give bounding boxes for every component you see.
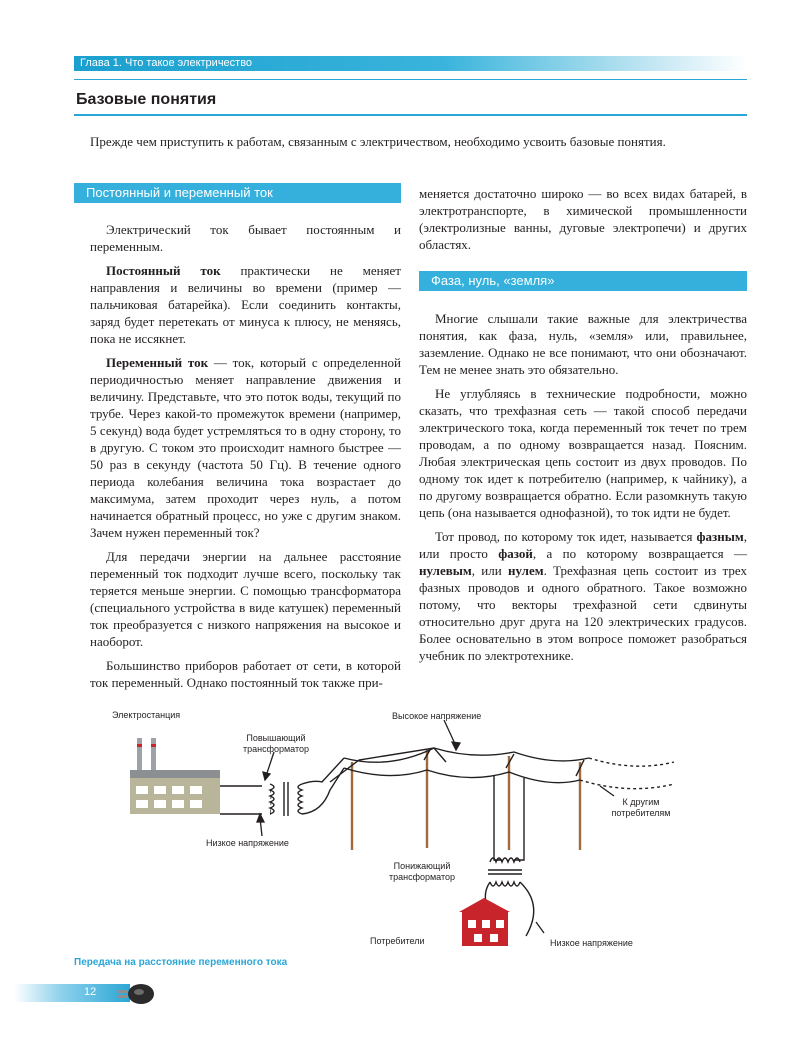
label-other-consumers: К другим потребителям <box>611 797 671 818</box>
power-transmission-diagram <box>74 700 747 955</box>
page-title: Базовые понятия <box>76 91 217 108</box>
power-station-icon <box>130 738 220 814</box>
figure-caption: Передача на расстояние переменного тока <box>74 957 288 968</box>
term-dc: Постоянный ток <box>106 263 221 278</box>
paragraph: Для передачи энергии на дальнее расстояние переменный ток подходит лучше всего, поскольку так теряется меньше энергии. С помощью трансформатора (специального устройства в виде катушек) переменный ток преобразуется с низкого напряжения на высокое и наоборот. <box>90 549 401 649</box>
paragraph: Многие слышали такие важные для электричества понятия, как фаза, нуль, «земля» или, правильнее, заземление. Однако не все понимают, что они обозначают. Тем не менее знать это обязательно. <box>419 311 747 377</box>
left-column <box>90 221 401 698</box>
label-high-voltage: Высокое напряжение <box>392 711 482 721</box>
label-step-up: Повышающий трансформатор <box>242 733 310 754</box>
diagram-illustration <box>74 700 747 955</box>
chapter-title: Глава 1. Что такое электричество <box>80 57 253 69</box>
plug-icon <box>116 980 158 1006</box>
paragraph: Переменный ток — ток, который с определенной периодичностью меняет направление движения и величину. Представьте, что это поток воды, текущий по трубе. Через какой-то промежуток времени (например, 5 секунд) вода будет устремляться то в одну сторону, то в другую. С током это происходит намного быстрее — 50 раз в секунду (частота 50 Гц). В течение одного периода колебания величина тока возрастает до максимума, затем проходит через нуль, а потом начинается обратный процесс, но уже с другим знаком. Зачем нужен переменный ток? <box>90 355 401 540</box>
right-column <box>419 310 747 671</box>
paragraph: меняется достаточно широко — во всех видах батарей, в электротранспорте, в химической промышленности (электролизные ванны, дуговые электропечи) и других областях. <box>419 186 747 252</box>
section-heading-phase: Фаза, нуль, «земля» <box>419 271 747 291</box>
house-icon <box>459 898 510 946</box>
label-low-voltage-1: Низкое напряжение <box>206 838 289 848</box>
intro-text: Прежде чем приступить к работам, связанным с электричеством, необходимо усвоить базовые понятия. <box>90 134 666 149</box>
label-station: Электростанция <box>112 710 181 720</box>
label-step-down: Понижающий трансформатор <box>388 861 456 882</box>
paragraph: Не углубляясь в технические подробности, можно сказать, что трехфазная сеть — такой способ передачи электрического тока, когда переменный ток течет по трем проводам, а по одному возвращается назад. Поясним. Любая электрическая цепь состоит из двух проводов. По одному ток идет к потребителю (например, к чайнику), а по другому возвращается обратно. Если разомкнуть такую цепь (она называется однофазной), то ток идти не будет. <box>419 386 747 520</box>
term-ac: Переменный ток <box>106 355 209 370</box>
page-number: 12 <box>84 986 97 998</box>
label-consumers: Потребители <box>370 936 425 946</box>
label-low-voltage-2: Низкое напряжение <box>550 938 633 948</box>
right-column-top <box>419 185 747 260</box>
high-voltage-wires <box>330 748 674 789</box>
paragraph: Тот провод, по которому ток идет, называется фазным, или просто фазой, а по которому возвращается — нулевым, или нулем. Трехфазная цепь состоит из трех фазных проводов и одного обратного. Такое возможно потому, что векторы трехфазной сети сдвинуты относительно друг друга на 120 электрических градусов. Более основательно в этом вопросе поможет разобраться учебник по электротехнике. <box>419 529 747 663</box>
section-heading-current: Постоянный и переменный ток <box>74 183 401 203</box>
transmission-poles <box>352 750 580 850</box>
step-up-transformer-icon <box>220 758 344 816</box>
chapter-divider <box>74 79 747 80</box>
paragraph: Постоянный ток практически не меняет направления и величины во времени (пример — пальчиковая батарейка). Если соединить контакты, заряд будет перетекать от минуса к плюсу, не меняясь, пока не иссякнет. <box>90 263 401 346</box>
paragraph: Электрический ток бывает постоянным и переменным. <box>90 222 401 254</box>
title-divider <box>74 114 747 116</box>
footer-band <box>14 984 130 1002</box>
paragraph: Большинство приборов работает от сети, в которой ток переменный. Однако постоянный ток также при- <box>90 658 401 690</box>
